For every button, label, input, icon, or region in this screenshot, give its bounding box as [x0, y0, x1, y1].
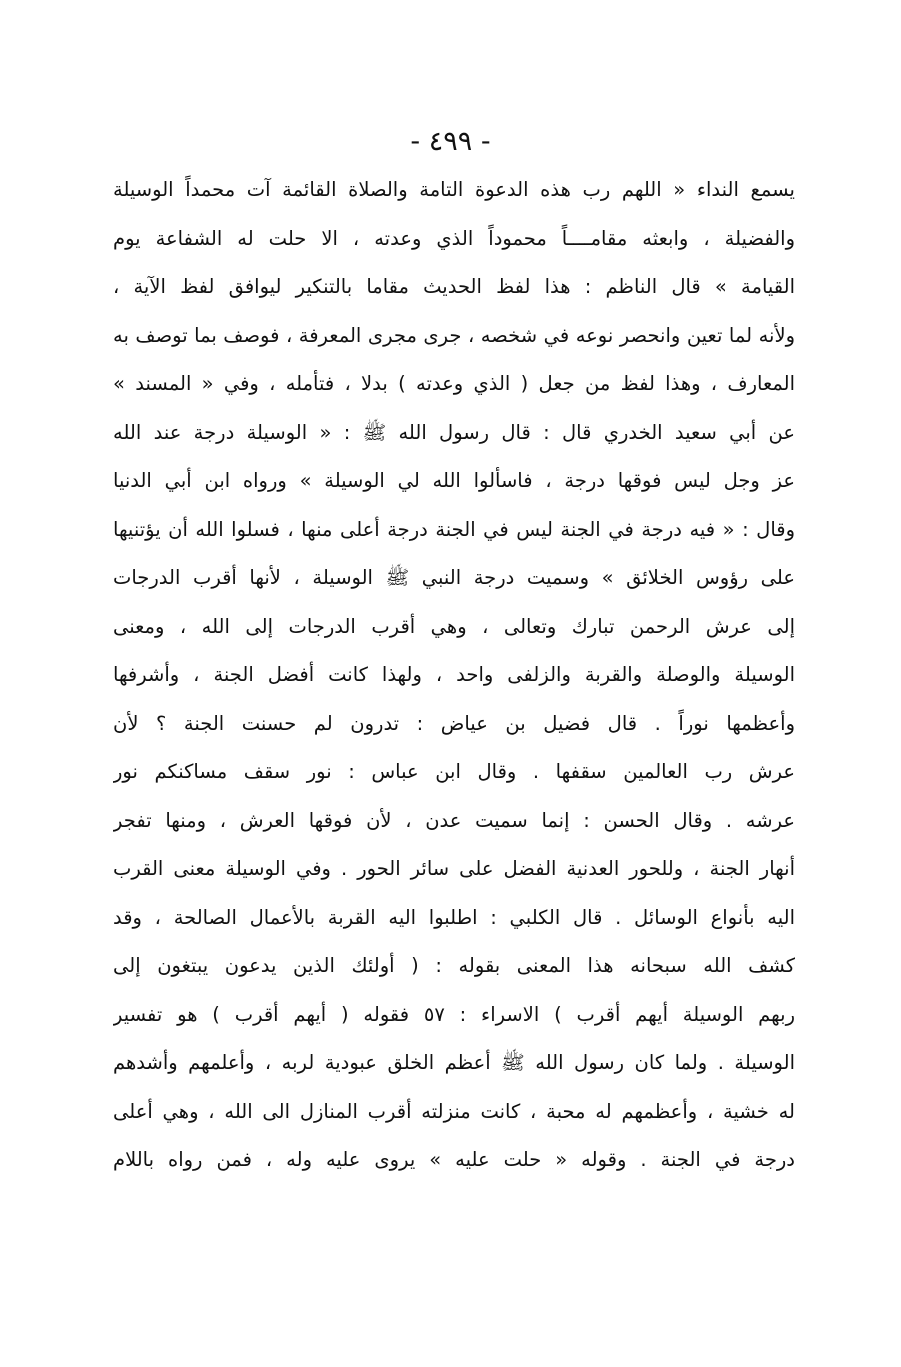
- text-line-2: والفضيلة ، وابعثه مقامــــاً محموداً الذي وعدته ، الا حلت له الشفاعة يوم: [113, 226, 795, 250]
- text-line-16: اليه بأنواع الوسائل . قال الكلبي : اطلبوا اليه القربة بالأعمال الصالحة ، وقد: [113, 905, 795, 929]
- text-line-14: عرشه . وقال الحسن : إنما سميت عدن ، لأن فوقها العرش ، ومنها تفجر: [113, 808, 795, 832]
- text-line-4: ولأنه لما تعين وانحصر نوعه في شخصه ، جرى مجرى المعرفة ، فوصف بما توصف به: [113, 323, 795, 347]
- text-line-13: عرش رب العالمين سقفها . وقال ابن عباس : نور سقف مساكنكم نور: [113, 760, 795, 783]
- body-text: [113, 166, 795, 1185]
- text-line-18: ربهم الوسيلة أيهم أقرب ) الاسراء : ٥٧ فقوله ( أيهم أقرب ) هو تفسير: [113, 1002, 795, 1026]
- text-line-6: عن أبي سعيد الخدري قال : قال رسول الله ﷺ : « الوسيلة درجة عند الله: [113, 420, 795, 444]
- text-line-11: الوسيلة والوصلة والقربة والزلفى واحد ، ولهذا كانت أفضل الجنة ، وأشرفها: [113, 663, 795, 686]
- text-line-21: درجة في الجنة . وقوله « حلت عليه » يروى عليه وله ، فمن رواه باللام: [113, 1148, 795, 1171]
- text-line-12: وأعظمها نوراً . قال فضيل بن عياض : تدرون لم حسنت الجنة ؟ لأن: [113, 711, 795, 735]
- text-line-10: إلى عرش الرحمن تبارك وتعالى ، وهي أقرب الدرجات إلى الله ، ومعنى: [113, 614, 795, 638]
- page-number: - ٤٩٩ -: [410, 126, 491, 157]
- text-line-7: عز وجل ليس فوقها درجة ، فاسألوا الله لي الوسيلة » ورواه ابن أبي الدنيا: [113, 469, 795, 492]
- text-line-20: له خشية ، وأعظمهم له محبة ، كانت منزلته أقرب المنازل الى الله ، وهي أعلى: [113, 1099, 795, 1123]
- text-line-17: كشف الله سبحانه هذا المعنى بقوله : ( أولئك الذين يدعون يبتغون إلى: [113, 954, 795, 977]
- text-line-1: يسمع النداء « اللهم رب هذه الدعوة التامة والصلاة القائمة آت محمداً الوسيلة: [113, 178, 795, 201]
- text-line-8: وقال : « فيه درجة في الجنة ليس في الجنة درجة أعلى منها ، فسلوا الله أن يؤتنيها: [113, 517, 795, 541]
- text-line-5: المعارف ، وهذا لفظ من جعل ( الذي وعدته ) بدلا ، فتأمله ، وفي « المسند »: [113, 372, 795, 395]
- text-line-9: على رؤوس الخلائق » وسميت درجة النبي ﷺ الوسيلة ، لأنها أقرب الدرجات: [113, 566, 795, 589]
- text-line-19: الوسيلة . ولما كان رسول الله ﷺ أعظم الخلق عبودية لربه ، وأعلمهم وأشدهم: [113, 1051, 795, 1074]
- text-line-15: أنهار الجنة ، وللحور العدنية الفضل على سائر الحور . وفي الوسيلة معنى القرب: [113, 857, 795, 880]
- text-line-3: القيامة » قال الناظم : هذا لفظ الحديث مقاما بالتنكير ليوافق لفظ الآية ،: [113, 275, 795, 298]
